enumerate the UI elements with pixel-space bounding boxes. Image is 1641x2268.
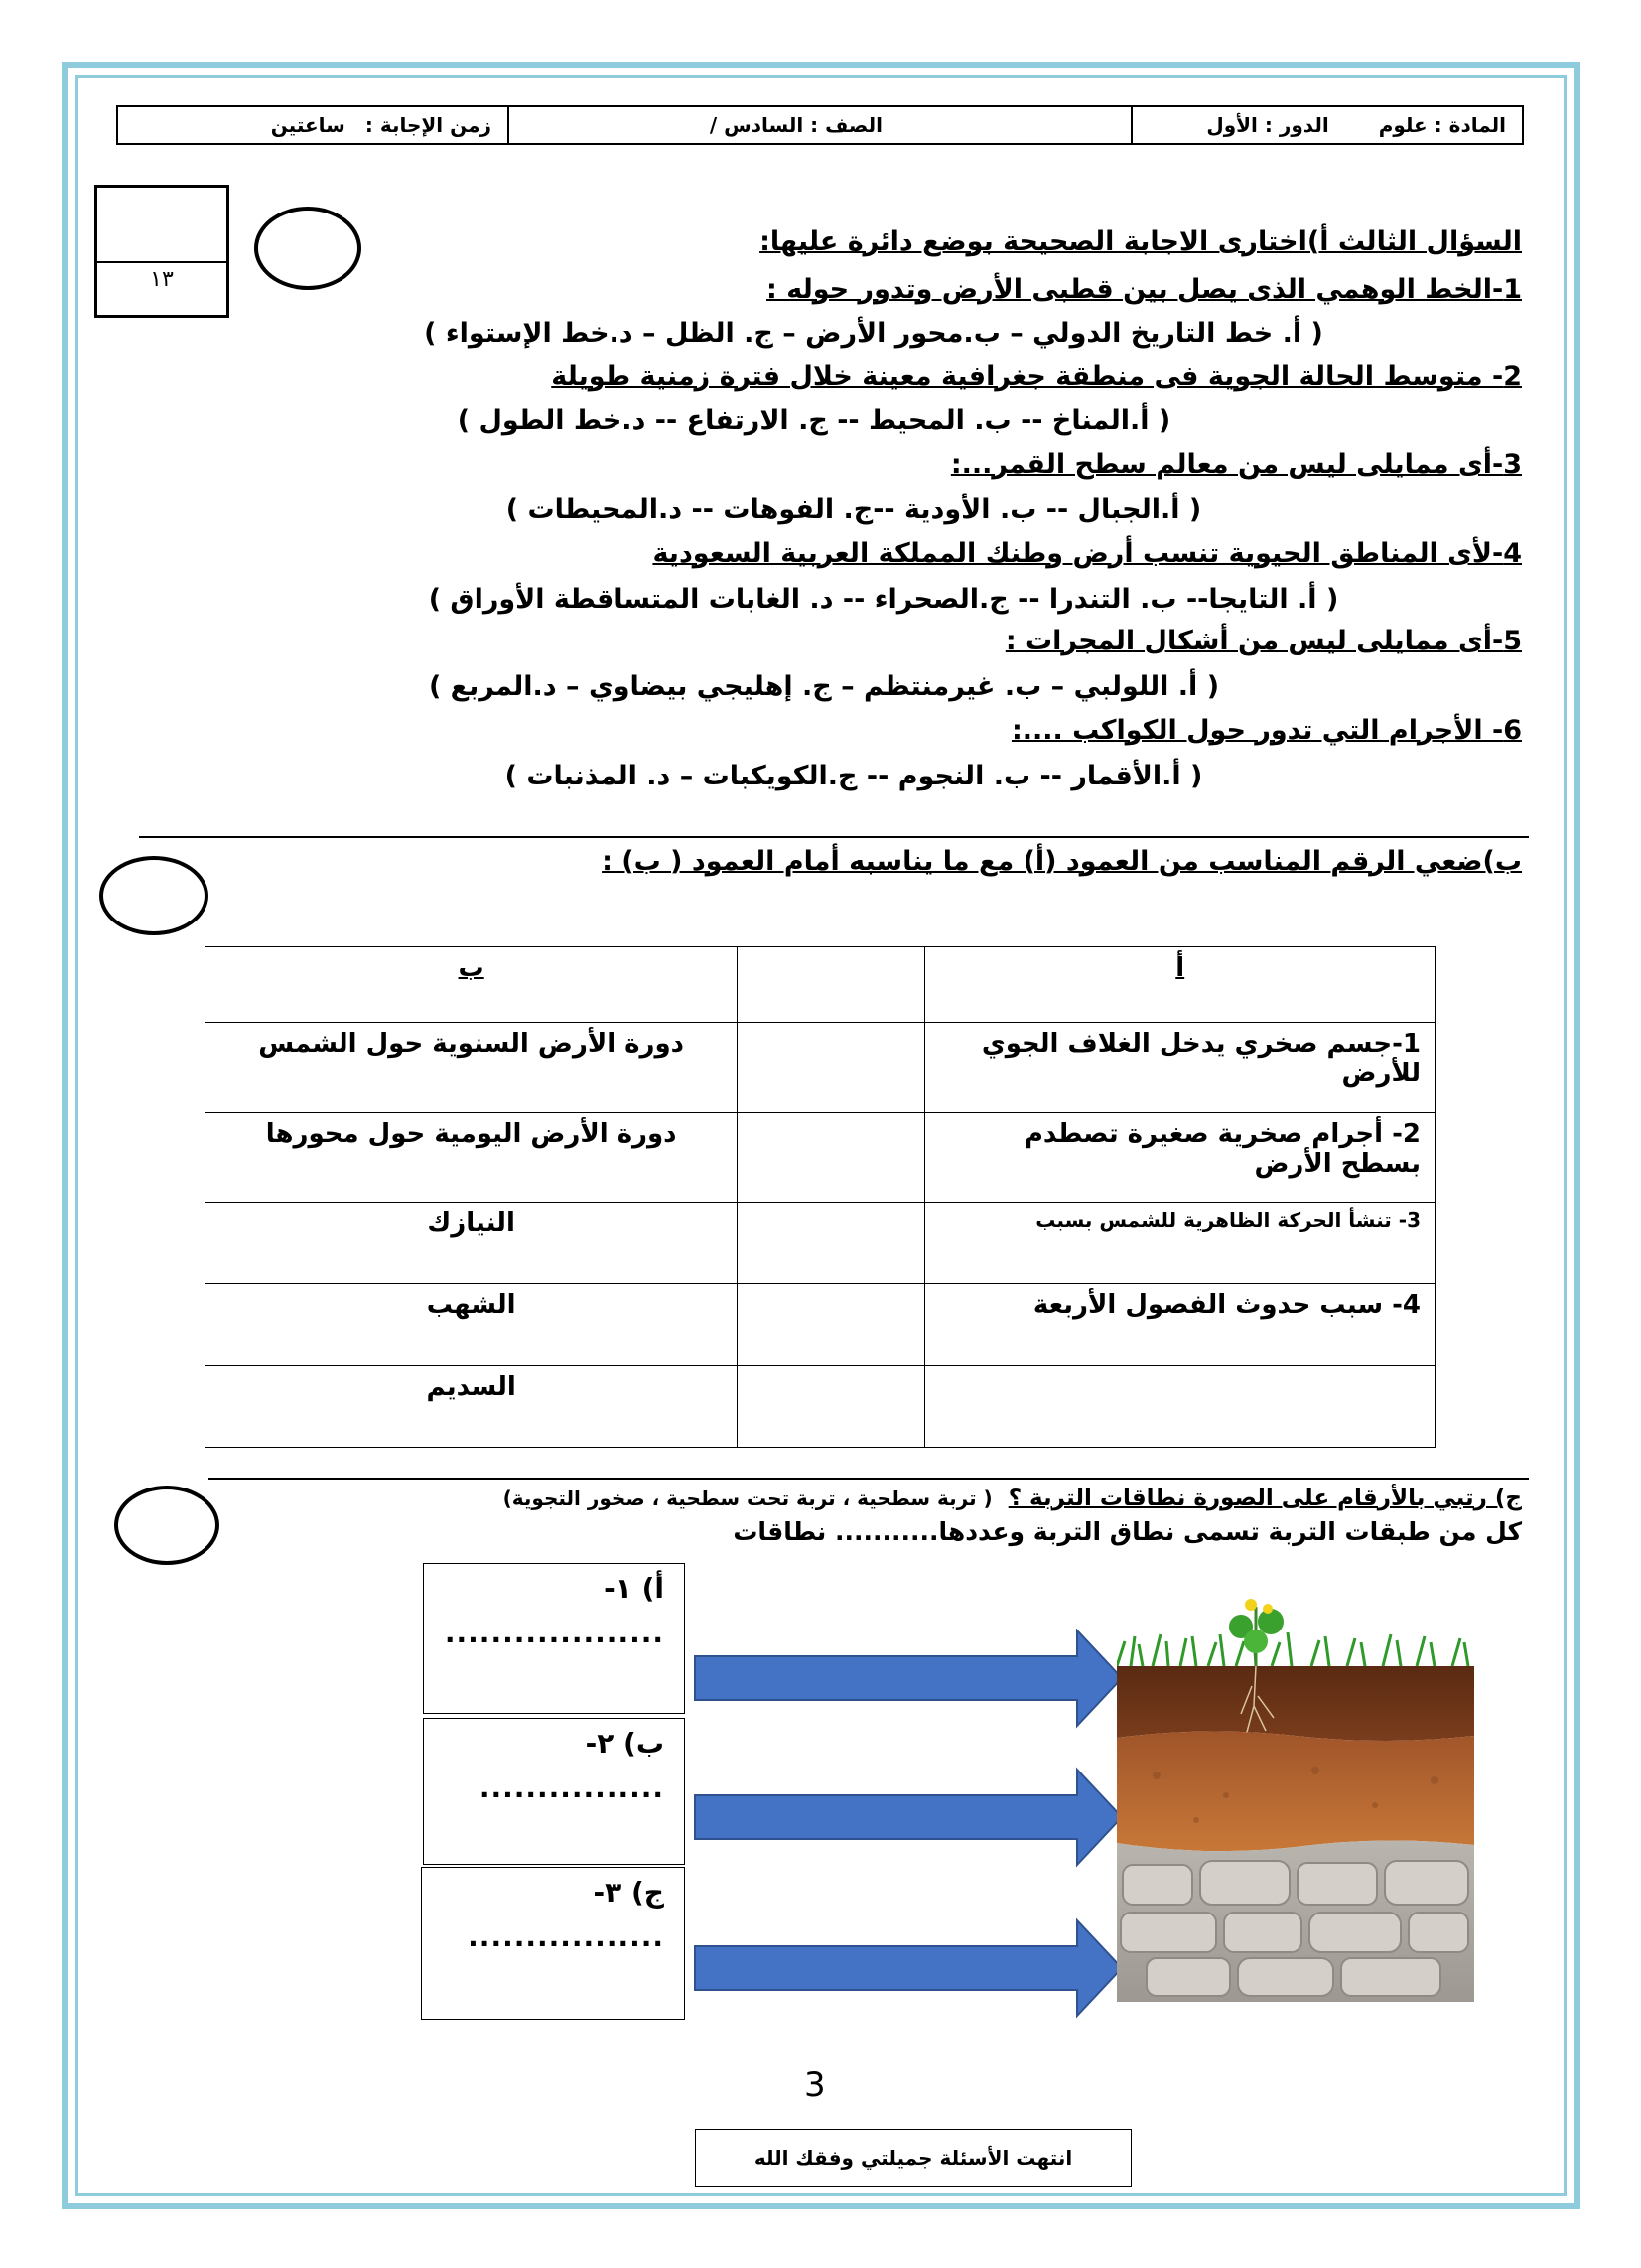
question-1: 1-الخط الوهمي الذى يصل بين قطبى الأرض وتدور حوله : — [766, 274, 1522, 305]
duration-label: زمن الإجابة : — [364, 113, 491, 137]
section-a-title: السؤال الثالث أ)اختارى الاجابة الصحيحة بوضع دائرة عليها: — [759, 226, 1522, 257]
soil-box-label-2: ب) ٢- — [585, 1727, 664, 1760]
question-6: 6- الأجرام التي تدور حول الكواكب ....: — [1011, 715, 1522, 746]
question-1-options: ( أ. خط التاريخ الدولي – ب.محور الأرض – ج. الظل – د.خط الإستواء ) — [424, 318, 1323, 349]
header-grade — [507, 107, 1131, 143]
soil-arrows — [685, 1629, 1132, 2026]
col-b-item-1: دورة الأرض السنوية حول الشمس — [205, 1023, 738, 1112]
page-number: 3 — [804, 2065, 826, 2105]
answer-cell-5[interactable] — [738, 1365, 925, 1447]
answer-cell-3[interactable] — [738, 1202, 925, 1283]
soil-answer-box-3[interactable] — [421, 1867, 685, 2020]
arrow-icon-2 — [695, 1770, 1122, 1865]
score-box — [94, 185, 229, 318]
section-c-options: ( تربة سطحية ، تربة تحت سطحية ، صخور التجوية) — [502, 1487, 993, 1510]
section-b-title: ب)ضعي الرقم المناسب من العمود (أ) مع ما يناسبه أمام العمود ( ب) : — [602, 846, 1522, 877]
col-b-item-5: السديم — [205, 1365, 738, 1447]
question-6-options: ( أ.الأقمار -- ب. النجوم -- ج.الكويكبات – د. المذنبات ) — [504, 761, 1203, 791]
section-divider-2 — [208, 1478, 1529, 1480]
col-a-header: أ — [925, 947, 1436, 1023]
round: الدور : الأول — [1206, 113, 1329, 137]
soil-answer-box-2[interactable] — [423, 1718, 685, 1865]
soil-profile-image — [1117, 1587, 1474, 2002]
header-subject-round — [1131, 107, 1522, 143]
subject: المادة : علوم — [1378, 113, 1506, 137]
header-duration — [118, 107, 507, 143]
col-a-item-3: 3- تنشأ الحركة الظاهرية للشمس بسبب — [925, 1202, 1436, 1283]
footer-message: انتهت الأسئلة جميلتي وفقك الله — [695, 2129, 1132, 2187]
section-c-subtitle: كل من طبقات التربة تسمى نطاق التربة وعددها........... نطاقات — [733, 1517, 1522, 1546]
grade: الصف : السادس / — [709, 113, 883, 137]
col-a-item-1: 1-جسم صخري يدخل الغلاف الجوي للأرض — [925, 1023, 1436, 1112]
question-3-options: ( أ.الجبال -- ب. الأودية --ج. الفوهات -- د.المحيطات ) — [505, 495, 1202, 525]
col-b-header: ب — [205, 947, 738, 1023]
answer-cell-1[interactable] — [738, 1023, 925, 1112]
duration-value: ساعتين — [270, 113, 345, 137]
question-5-options: ( أ. اللولبي – ب. غيرمنتظم – ج. إهليجي بيضاوي – د.المربع ) — [428, 671, 1220, 702]
soil-box-label-3: ج) ٣- — [593, 1876, 664, 1909]
score-value: ١٣ — [150, 267, 174, 292]
soil-answer-box-1[interactable] — [423, 1563, 685, 1714]
section-c-title: ج) رتبي بالأرقام على الصورة نطاقات التربة ؟ ( تربة سطحية ، تربة تحت سطحية ، صخور التجوية) — [502, 1486, 1522, 1511]
col-b-item-2: دورة الأرض اليومية حول محورها — [205, 1112, 738, 1202]
score-circle-c — [114, 1486, 219, 1565]
exam-header — [116, 105, 1524, 145]
question-4: 4-لأى المناطق الحيوية تنسب أرض وطنك المملكة العربية السعودية — [652, 538, 1522, 569]
soil-box-label-1: أ) ١- — [604, 1572, 664, 1605]
col-a-item-4: 4- سبب حدوث الفصول الأربعة — [925, 1284, 1436, 1365]
soil-box-dots-1: ................... — [444, 1617, 664, 1649]
answer-cell-4[interactable] — [738, 1284, 925, 1365]
col-a-item-5 — [925, 1365, 1436, 1447]
answer-header-cell — [738, 947, 925, 1023]
score-circle-b — [99, 856, 208, 935]
score-circle-a — [254, 207, 361, 290]
col-b-item-3: النيازك — [205, 1202, 738, 1283]
arrow-icon-3 — [695, 1920, 1122, 2016]
question-5: 5-أى ممايلى ليس من أشكال المجرات : — [1005, 626, 1522, 656]
question-3: 3-أى ممايلى ليس من معالم سطح القمر...: — [950, 449, 1522, 480]
section-divider-1 — [139, 836, 1529, 838]
soil-box-dots-2: ................ — [479, 1772, 664, 1804]
answer-cell-2[interactable] — [738, 1112, 925, 1202]
arrow-icon-1 — [695, 1630, 1122, 1726]
question-2-options: ( أ.المناخ -- ب. المحيط -- ج. الارتفاع -- د.خط الطول ) — [457, 405, 1171, 436]
soil-box-dots-3: ................. — [468, 1920, 664, 1953]
matching-table — [205, 946, 1436, 1448]
col-a-item-2: 2- أجرام صخرية صغيرة تصطدم بسطح الأرض — [925, 1112, 1436, 1202]
question-4-options: ( أ. التايجا-- ب. التندرا -- ج.الصحراء -- د. الغابات المتساقطة الأوراق ) — [428, 584, 1339, 615]
question-2: 2- متوسط الحالة الجوية فى منطقة جغرافية معينة خلال فترة زمنية طويلة — [551, 361, 1522, 392]
col-b-item-4: الشهب — [205, 1284, 738, 1365]
